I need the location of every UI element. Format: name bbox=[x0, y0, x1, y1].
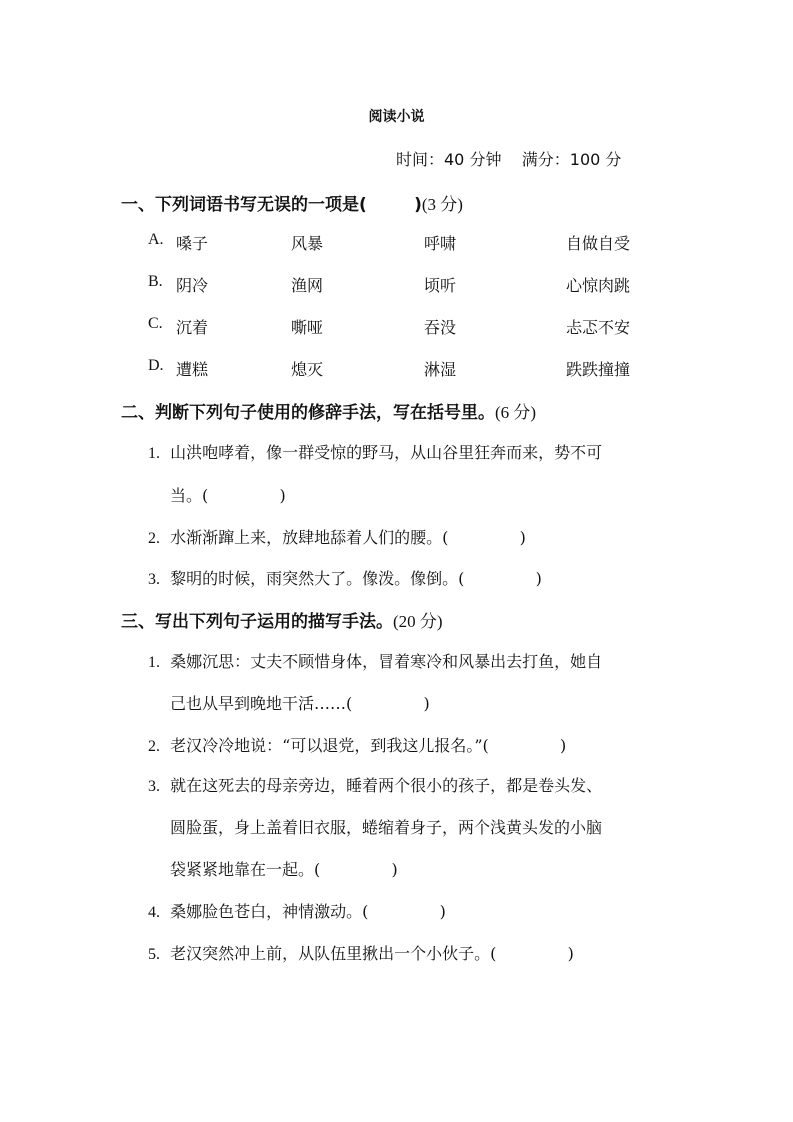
question-text: 山洪咆哮着，像一群受惊的野马，从山谷里狂奔而来，势不可 bbox=[170, 443, 603, 462]
question-text: 就在这死去的母亲旁边，睡着两个很小的孩子，都是卷头发、 bbox=[170, 776, 603, 795]
question-number: 5. bbox=[148, 946, 160, 963]
section-3-title: 三、写出下列句子运用的描写手法。 bbox=[121, 612, 393, 632]
question-number: 1. bbox=[148, 445, 160, 462]
question-number: 2. bbox=[148, 530, 160, 547]
section-2-heading bbox=[121, 398, 536, 423]
section-1-points: (3 分) bbox=[421, 195, 463, 214]
section-1-title: 一、下列词语书写无误的一项是( ) bbox=[121, 195, 422, 215]
option-word: 熄灭 bbox=[291, 360, 324, 379]
question-3-4 bbox=[148, 899, 446, 922]
option-word: 呼啸 bbox=[424, 234, 457, 253]
option-word: 吞没 bbox=[424, 318, 457, 337]
option-word: 沉着 bbox=[176, 318, 209, 337]
question-number: 3. bbox=[148, 571, 160, 588]
option-letter: A. bbox=[148, 231, 164, 248]
option-word: 淋湿 bbox=[424, 360, 457, 379]
question-3-3 bbox=[148, 773, 602, 796]
question-3-2 bbox=[148, 733, 566, 756]
section-1-heading bbox=[121, 190, 463, 215]
question-2-2 bbox=[148, 525, 526, 548]
question-number: 4. bbox=[148, 904, 160, 921]
option-word: 渔网 bbox=[291, 276, 324, 295]
option-word: 风暴 bbox=[291, 234, 324, 253]
exam-meta: 时间：40 分钟 满分：100 分 bbox=[396, 150, 622, 169]
option-word: 嘶哑 bbox=[291, 318, 324, 337]
question-text: 桑娜脸色苍白，神情激动。( ) bbox=[170, 902, 446, 921]
option-word: 忐忑不安 bbox=[566, 318, 631, 337]
option-word: 嗓子 bbox=[176, 234, 209, 253]
page-title: 阅读小说 bbox=[368, 109, 425, 125]
question-text: 桑娜沉思：丈夫不顾惜身体，冒着寒冷和风暴出去打鱼，她自 bbox=[170, 652, 603, 671]
question-3-3-cont-2: 袋紧紧地靠在一起。( ) bbox=[170, 860, 398, 879]
question-text: 水渐渐蹿上来，放肆地舔着人们的腰。( ) bbox=[170, 528, 526, 547]
option-letter: B. bbox=[148, 273, 163, 290]
question-3-1 bbox=[148, 649, 602, 672]
section-2-points: (6 分) bbox=[495, 403, 537, 422]
question-number: 1. bbox=[148, 654, 160, 671]
question-3-5 bbox=[148, 941, 574, 964]
section-3-heading bbox=[121, 607, 443, 632]
question-3-3-cont-1: 圆脸蛋，身上盖着旧衣服，蜷缩着身子，两个浅黄头发的小脑 bbox=[170, 818, 603, 837]
section-3-points: (20 分) bbox=[393, 612, 443, 631]
option-word: 心惊肉跳 bbox=[566, 276, 631, 295]
option-word: 跌跌撞撞 bbox=[566, 360, 631, 379]
option-word: 自做自受 bbox=[566, 234, 631, 253]
question-2-3 bbox=[148, 566, 542, 589]
question-2-1-cont: 当。( ) bbox=[170, 486, 286, 505]
option-letter: C. bbox=[148, 315, 163, 332]
option-letter: D. bbox=[148, 357, 164, 374]
option-word: 遭糕 bbox=[176, 360, 209, 379]
question-text: 老汉突然冲上前，从队伍里揪出一个小伙子。( ) bbox=[170, 944, 574, 963]
option-word: 阴冷 bbox=[176, 276, 209, 295]
question-2-1 bbox=[148, 440, 602, 463]
option-word: 顷听 bbox=[424, 276, 457, 295]
question-number: 3. bbox=[148, 778, 160, 795]
question-number: 2. bbox=[148, 738, 160, 755]
question-3-1-cont: 己也从早到晚地干活……( ) bbox=[170, 694, 430, 713]
question-text: 黎明的时候，雨突然大了。像泼。像倒。( ) bbox=[170, 569, 542, 588]
question-text: 老汉冷冷地说：“可以退党，到我这儿报名。”( ) bbox=[170, 736, 567, 755]
section-2-title: 二、判断下列句子使用的修辞手法，写在括号里。 bbox=[121, 403, 495, 423]
